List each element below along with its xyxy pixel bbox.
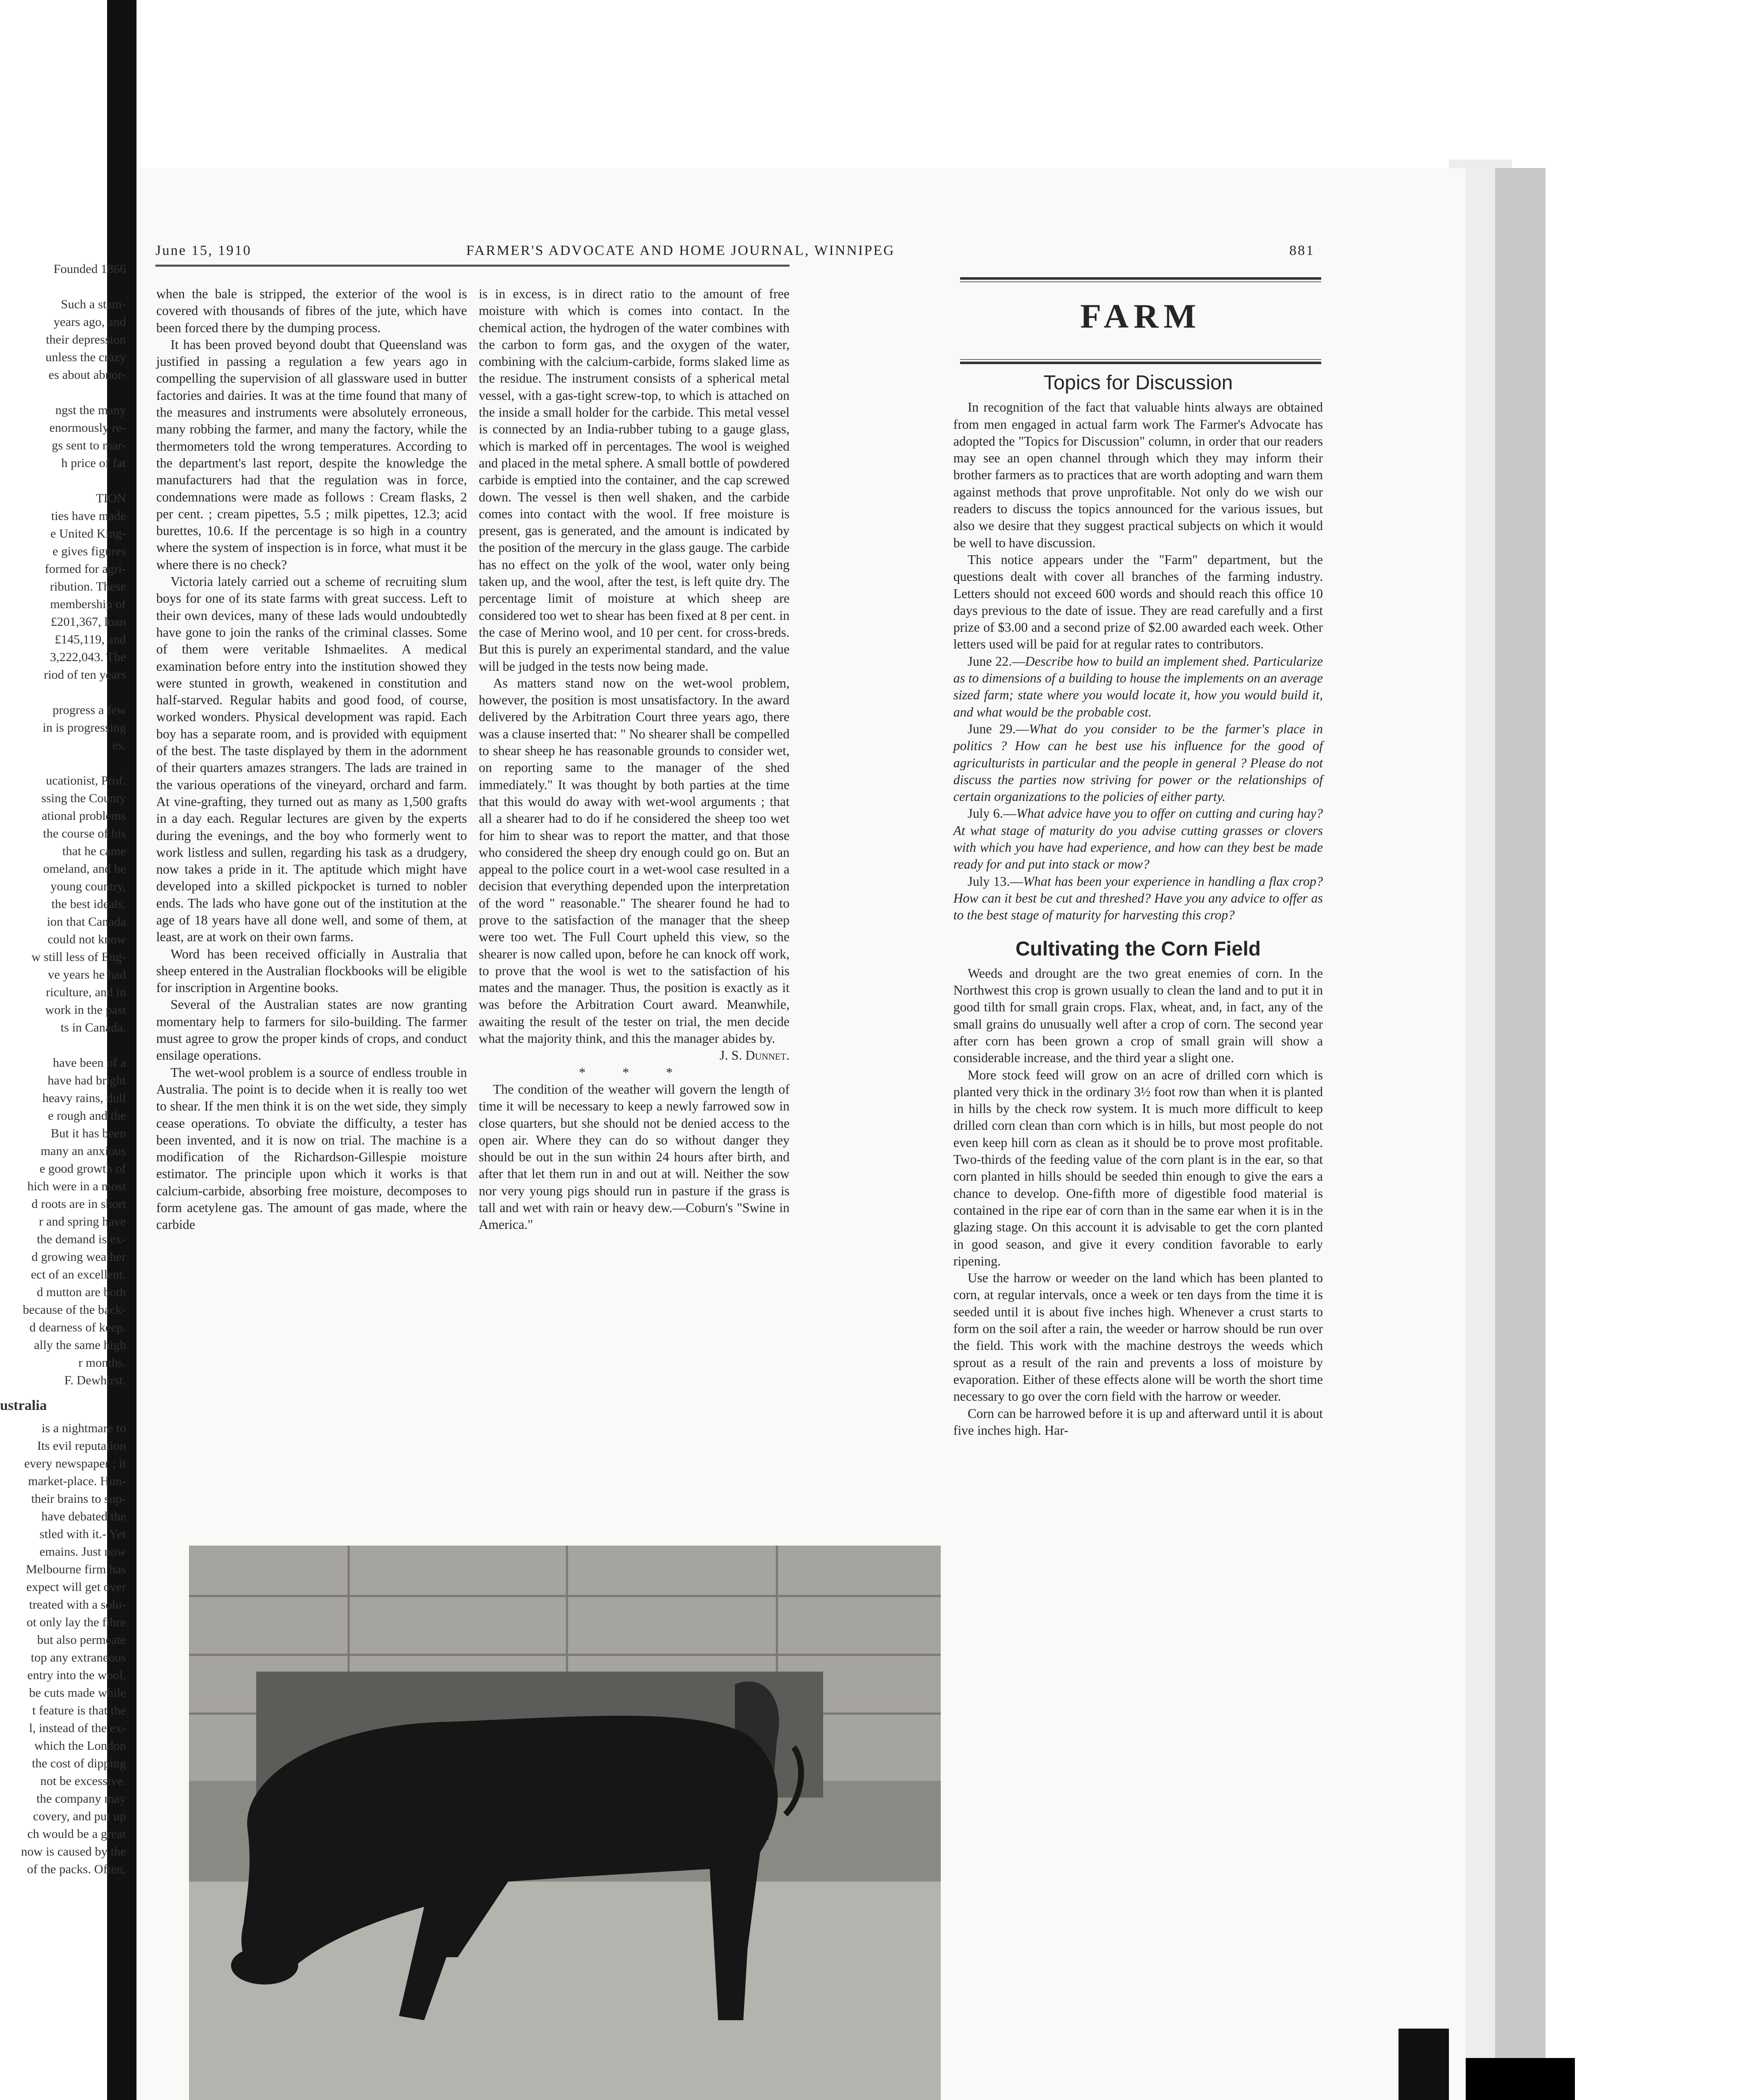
topics-intro: In recognition of the fact that valuable hints always are obtained from men engaged in actual farm work The Farmer's Advocate has adopted the "Topics for Discussion" column, in order that our readers may see an open channel through which they may inform their brother farmers as to practices that are worth adopting and warn them against methods that prove unprofitable. Not only do we wish our readers to discuss the topics announced for the various issues, but also we desire that they suggest practical subjects on which it would be well to have discussion. [953,400,1323,550]
left-page-line: ssing the County [41,791,126,805]
left-page-line: the course of his [43,827,126,840]
left-page-line: many an anxious [40,1144,126,1158]
left-page-line: d dearness of keep. [29,1320,126,1334]
left-page-line: is a nightmare to [42,1421,126,1435]
left-page-line: e United King- [50,527,126,541]
section-separator: * * * [579,1065,690,1080]
author-signature: J. S. Dunnet. [719,1048,790,1063]
left-page-line: ve years he had [48,968,126,982]
corn-paragraph: Weeds and drought are the two great enemies of corn. In the Northwest this crop is grown usually to clean the land and to put it in good tilth for small grain crops. Flax, wheat, and, in fact, any of the small grains do unusually well after a crop of corn. The second year after corn has been grown a crop of small grain will show a considerable increase, and the third year a slight one. [953,966,1323,1066]
corn-paragraph: Use the harrow or weeder on the land which has been planted to corn, at regular intervals, once a week or ten days from the time it is seeded until it is about five inches high. Whenever a crust starts to form on the soil after a rain, the weeder or harrow should be run over the field. This work with the machine destroys the weeds which sprout as a result of the rain and prevents a loss of moisture by evaporation. Either of these effects alone will be worth the short time necessary to go over the corn field with the harrow or weeder. [953,1270,1323,1404]
left-page-line: TION [96,491,126,505]
left-page-line: which the London [34,1739,126,1753]
left-page-line: years ago, and [53,315,126,329]
left-page-line: unless the crazy [45,350,126,364]
left-page-line: ational problems [42,809,126,823]
left-page-line: ngst the many [55,403,126,417]
left-page-line: have been of a [52,1056,126,1070]
corn-paragraph: More stock feed will grow on an acre of drilled corn which is planted very thick in the ordinary 3½ foot row than when it is planted in hills by the check row system. It is much more difficult to keep drilled corn clean than corn which is in hills, but most people do not even keep hill corn as clean as it should be to prove most profitable. Two-thirds of the feeding value of the corn plant is in the ear, so that corn planted in hills should be seeded thin enough to give the ears a chance to develop. One-fifth more of digestible food material is contained in the ripe ear of corn than in the same ear when it is in the glazing stage. On this account it is advisable to get the corn planted in good season, and give it every condition favorable to early ripening. [953,1067,1323,1268]
left-page-line: £201,367, loan [50,615,126,629]
left-page-line: emains. Just now [39,1545,126,1559]
left-page-line: e good growth of [39,1162,126,1176]
farm-column [953,370,1323,1439]
left-page-line: every newspaper ; it [24,1457,126,1470]
left-page-line: of the packs. Often, [27,1862,126,1876]
left-page-line: Founded 1866 [53,262,126,276]
left-page-line: omeland, and he [43,862,126,876]
left-page-line: ot only lay the fibre [26,1615,126,1629]
left-page-line [0,384,126,402]
topic-item: July 6.—What advice have you to offer on cutting and curing hay? At what stage of maturity do you advise cutting grasses or clovers with which you have had experience, and how can they best be made ready for and put into stack or mow? [953,806,1323,872]
left-page-line: e rough and the [48,1109,126,1123]
left-page-line: l, instead of the ex- [29,1721,126,1735]
left-page-line: d roots are in short [31,1197,126,1211]
left-page-line: the company may [36,1792,126,1806]
farm-section-title: FARM [1080,297,1201,335]
page-edge-shadow [1495,168,1545,2100]
left-page-line: r and spring have [39,1215,126,1228]
left-page-line: work in the past [45,1003,126,1017]
left-page-line: but also permeate [37,1633,126,1647]
left-page-line: progress a few [52,703,126,717]
left-page-line: ts in Canada. [60,1021,126,1034]
left-page-heading: ustralia [0,1398,47,1413]
left-page-line: not be excessive. [40,1774,126,1788]
page-number: 881 [1289,243,1315,258]
left-page-line [0,1037,126,1054]
col1-paragraph: Victoria lately carried out a scheme of recruiting slum boys for one of its state farms with great success. Left to their own devices, many of these lads would undoubtedly have gone to join the ranks of the criminal classes. Some of them were veritable Ishmaelites. A medical examination before entry into the institution showed they were stunted in growth, weakened in constitution and half-starved. Regular habits and good food, of course, worked wonders. Physical development was rapid. Each boy has a separate room, and is provided with equipment of the best. The taste displayed by them in the adornment of their quarters amazes strangers. The lads are trained in the various operations of the vineyard, orchard and farm. At vine-grafting, they turned out as many as 1,500 grafts in a day each. Regular lectures are given by the experts during the evenings, and the boy who formerly went to work listless and sullen, regarding his task as a drudgery, now takes a pride in it. The aptitude which might have developed into a skilled pickpocket is turned to nobler ends. The lads who have gone out of the institution at the age of 18 years have all done well, and some of them, at least, are at work on their own farms. [156,574,467,945]
left-page-line: stled with it.- Yet [39,1527,126,1541]
left-page-line: covery, and put up [33,1809,126,1823]
issue-date: June 15, 1910 [155,243,252,258]
left-page-line: be cuts made while [29,1686,126,1700]
left-page-line: ucationist, Prof. [46,774,126,788]
col2-paragraph: The condition of the weather will govern the length of time it will be necessary to keep a newly farrowed sow in close quarters, but she should not be denied access to the open air. Where they can do so without danger they should be out in the sun within 24 hours after birth, and after that let them run in and out at will. Neither the sow nor very young pigs should run in pasture if the grass is tall and wet with rain or heavy dew.—Coburn's "Swine in America." [479,1082,790,1232]
left-page-line: Its evil reputation [37,1439,126,1453]
left-page-line: d mutton are both [37,1285,126,1299]
corn-heading: Cultivating the Corn Field [1015,937,1261,960]
article-column-1 [156,286,467,1234]
left-page-line: enormously re- [49,421,126,435]
left-page-lines-b [0,1420,126,1878]
left-page-line: But it has been [50,1126,126,1140]
col2-paragraph: As matters stand now on the wet-wool problem, however, the position is most unsatisfactory. In the award delivered by the Arbitration Court three years ago, there was a clause inserted that: " No shearer shall be compelled to shear sheep he has reasonable grounds to consider wet, on reporting same to the manager of the shed immediately." It was thought by both parties at the time that this would do away with wet-wool arguments ; that all a shearer had to do if he considered the sheep too wet for him to shear was to report the matter, and that those who considered the sheep dry enough could go on. But an appeal to the police court in a wet-wool case resulted in a decision that everything depended upon the interpretation of the word " reasonable." The shearer found he had to prove to the satisfaction of the manager that the sheep were too wet. The Full Court upheld this view, so the shearer is now called upon, before he can knock off work, to prove that the wool is wet to the satisfaction of his mates and the manager. Thus, the position is exactly as it was before the Arbitration Court award. Meanwhile, awaiting the result of the tester on trial, the men decide what the majority think, and this the manager abides by. [479,675,790,1046]
left-page-line: es about abnor- [48,368,126,382]
left-page-line: Melbourne firm has [26,1562,126,1576]
article-column-2 [479,286,790,1234]
topic-item: July 13.—What has been your experience in handling a flax crop? How can it best be cut and threshed? Have you any advice to offer as to the best stage of maturity for harvesting this crop? [953,874,1323,923]
left-page-line: heavy rains, dull [42,1091,126,1105]
left-page-line: hich were in a most [27,1179,126,1193]
left-page-line [0,278,126,296]
col1-paragraph: It has been proved beyond doubt that Queensland was justified in passing a regulation a few years ago in compelling the supervision of all glassware used in butter factories and dairies. It was at the time found that many of the measures and instruments were absolutely erroneous, many robbing the farmer, and many the factory, while the thermometers told the wrong temperatures. According to the department's last report, despite the knowledge the manufacturers had that the regulation was in force, condemnations were made as follows : Cream flasks, 2 per cent. ; cream pipettes, 5.5 ; milk pipettes, 12.3; acid burettes, 10.6. If the percentage is so high in a country where the system of inspection is in force, what must it be where there is no check? [156,337,467,572]
brood-sow-photo [189,1546,941,2100]
left-page-line: in is progressing [42,721,126,735]
left-page-line: entry into the wool, [27,1668,126,1682]
left-page-line: their brains to sup- [31,1492,126,1506]
left-page-line: Such a stam- [61,297,126,311]
running-header [155,243,1315,264]
left-page-line: their depression [46,333,126,346]
topics-rules: This notice appears under the "Farm" department, but the questions dealt with cover all branches of the farming industry. Letters should not exceed 600 words and should reach this office 10 days previous to the date of issue. They are read carefully and a first prize of $3.00 and a second prize of $2.00 awarded each week. Other letters used will be paid for at regular rates to contributors. [953,552,1323,652]
left-page-line: ribution. These [50,580,126,593]
left-page-line: 3,222,043. The [50,650,126,664]
left-page-column [0,260,126,1878]
col1-paragraph: The wet-wool problem is a source of endless trouble in Australia. The point is to decide when it is really too wet to shear. If the men think it is on the wet side, they simply cease operations. To obviate the difficulty, a tester has been invented, and it is now on trial. The machine is a modification of the Richardson-Gillespie moisture estimator. The principle upon which it works is that calcium-carbide, absorbing free moisture, decomposes to form acetylene gas. The amount of gas made, where the carbide [156,1065,467,1232]
col1-paragraph: Word has been received officially in Australia that sheep entered in the Australian flockbooks will be eligible for inscription in Argentine books. [156,946,467,995]
left-page-line: h price of fat [61,456,126,470]
left-page-line: formed for agri- [45,562,126,576]
left-page-line: that he came [62,844,126,858]
left-page-line: now is caused by the [21,1845,126,1858]
left-page-line: ties have made [51,509,126,523]
left-page-line: young country, [50,879,126,893]
topics-heading: Topics for Discussion [1043,372,1233,394]
left-page-line: ch would be a great [27,1827,126,1841]
sow-illustration [189,1546,941,2100]
col2-paragraph: is in excess, is in direct ratio to the amount of free moisture with which is comes into contact. In the chemical action, the hydrogen of the water combines with the carbon to form gas, and the oxygen of the water, combining with the calcium-carbide, forms slaked lime as the residue. The instrument consists of a spherical metal vessel, with a gas-tight screw-top, to which is attached on the inside a small holder for the carbide. This metal vessel is connected by an India-rubber tubing to a gauge glass, which is marked off in percentages. The wool is weighed and placed in the metal sphere. A small bottle of powdered carbide is emptied into the container, and the cap screwed down. The vessel is then well shaken, and the carbide comes into contact with the wool. If free moisture is present, gas is generated, and the amount is indicated by the position of the mercury in the glass gauge. The carbide has no effect on the yolk of the wool, water only being taken up, and the wool, after the test, is left quite dry. The percentage limit of moisture at which sheep are considered too wet to shear has been fixed at 8 per cent. in the case of Merino wool, and 10 per cent. for cross-breds. But this is purely an experimental standard, and the value will be judged in the tests now being made. [479,286,790,674]
page-clip-tab [1399,2029,1449,2100]
farm-masthead [960,277,1321,364]
left-page-line: have had bright [47,1074,126,1087]
col1-paragraph: when the bale is stripped, the exterior of the wool is covered with thousands of fibres of the jute, which have been forced there by the dumping process. [156,286,467,335]
col1-paragraph: Several of the Australian states are now granting momentary help to farmers for silo-building. The farmer must agree to grow the proper kinds of crops, and conduct ensilage operations. [156,997,467,1063]
header-rule [155,265,790,267]
left-page-line: es. [112,738,126,752]
left-page-line: r months. [78,1356,126,1370]
left-page-line: could not know [47,932,126,946]
left-page-line: membership of [50,597,126,611]
left-page-line: expect will get over [26,1580,126,1594]
left-page-line: treated with a solu- [29,1598,126,1612]
left-page-line: ally the same high [34,1338,126,1352]
left-page-lines-a [0,260,126,1389]
left-page-line: have debated the [41,1509,126,1523]
topic-item: June 29.—What do you consider to be the farmer's place in politics ? How can he best use his influence for the good of agriculturists in particular and the people in general ? Please do not discuss the parties now striving for power or the relationships of certain organizations to the policies of either party. [953,721,1323,804]
topic-item: June 22.—Describe how to build an implement shed. Particularize as to dimensions of a building to house the implements on an average sized farm; state where you would locate it, how you would build it, and what would be the probable cost. [953,654,1323,719]
left-page-line: market-place. Hun- [28,1474,126,1488]
left-page-line [0,754,126,772]
left-page-line: ion that Canada [47,915,126,929]
publication-title: FARMER'S ADVOCATE AND HOME JOURNAL, WINNIPEG [466,243,895,258]
left-page-line [0,684,126,701]
left-page-line: t feature is that the [32,1704,126,1717]
left-page-line: gs sent to mar- [52,438,126,452]
left-page-line: because of the back- [23,1303,126,1317]
left-page-line [0,472,126,490]
left-facing-page [0,260,126,2100]
corn-paragraph: Corn can be harrowed before it is up and afterward until it is about five inches high. Har- [953,1406,1323,1438]
left-page-line: the demand is ex- [37,1232,126,1246]
scanner-edge [1449,2058,1575,2100]
left-page-line: d growing weather [31,1250,126,1264]
left-page-line: the best ideals. [51,897,126,911]
left-page-line: the cost of dipping [31,1756,126,1770]
left-page-line: £145,119, and [55,633,126,646]
left-page-line: ect of an excellent. [31,1268,126,1281]
left-page-line: riculture, and in [46,985,126,999]
left-page-line: top any extraneous [31,1651,126,1664]
left-page-line: F. Dewhirst. [64,1373,126,1387]
left-page-line: w still less of Eng- [31,950,126,964]
left-page-line: riod of ten years [44,668,126,682]
left-page-line: e gives figures [52,544,126,558]
